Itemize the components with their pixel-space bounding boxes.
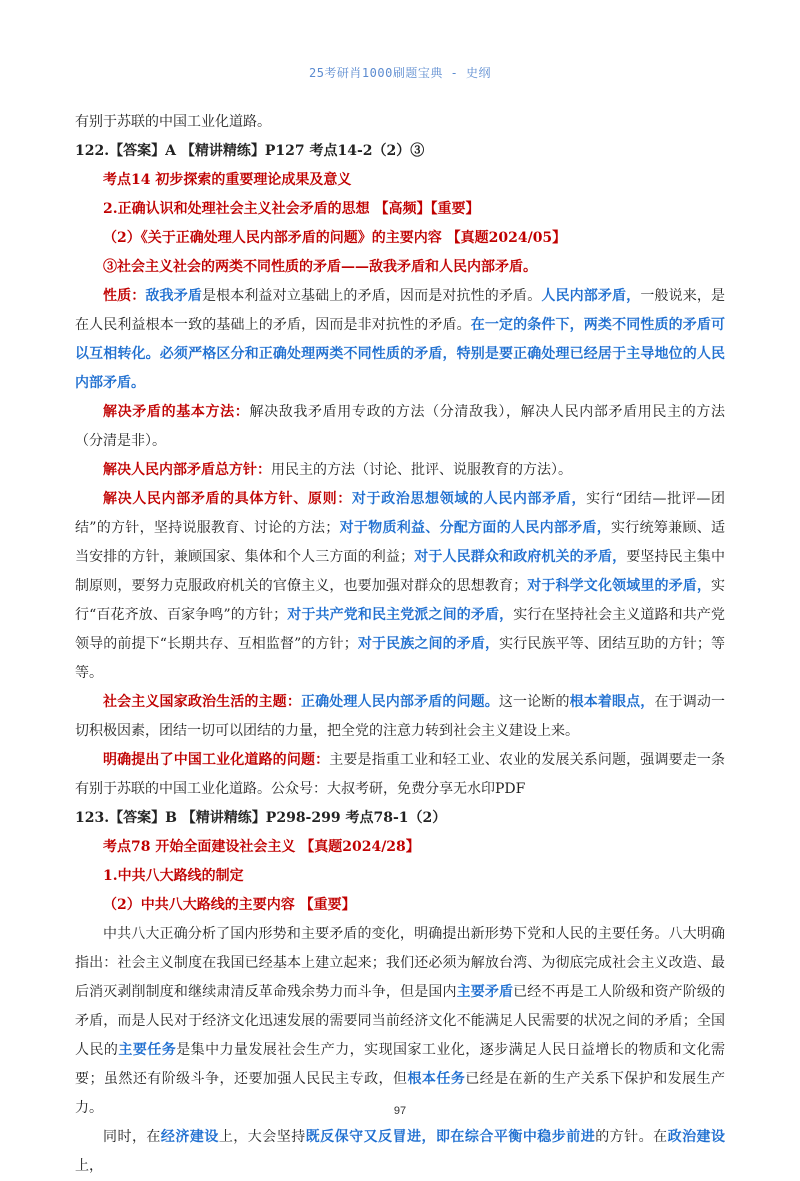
text: 要坚持民主集中制原则，要努力克服政府机关的官僚主义，也要加强对群众的思想教育； [75, 549, 726, 594]
paragraph-fangfa [75, 398, 725, 456]
kaodian-14-heading: 考点14 初步探索的重要理论成果及意义 [103, 172, 352, 188]
text: 解决敌我矛盾用专政的方法（分清敌我），解决人民内部矛盾用民主的方法（分清是非）。 [75, 404, 726, 449]
label-juti: 解决人民内部矛盾的具体方针、原则： [103, 491, 352, 507]
page-header: 25考研肖1000刷题宝典 - 史纲 [308, 66, 492, 80]
label-fangzhen: 解决人民内部矛盾总方针： [103, 462, 271, 478]
text: 同时，在 [103, 1129, 161, 1145]
subsection-heading: （2）《关于正确处理人民内部矛盾的问题》的主要内容 【真题2024/05】 [103, 230, 567, 246]
label-xingzhi: 性质： [103, 288, 146, 304]
term: 对于政治思想领域的人民内部矛盾， [351, 491, 587, 507]
text: 这一论断的 [498, 694, 570, 710]
text: 上，大会坚持 [218, 1129, 306, 1145]
label-zhuti: 社会主义国家政治生活的主题： [103, 694, 301, 710]
text: 中共八大正确分析了国内形势和主要矛盾的变化，明确提出新形势下党和人民的主要任务。八大明确指出：社会主义制度在我国已经基本上建立起来；我们还必须为解放台湾、为彻底完成社会主义改造、最后消灭剥削制度和继续肃清反革命残余势力而斗争，但是国内 [75, 926, 725, 1000]
key-statement: 在一定的条件下，两类不同性质的矛盾可以互相转化。必须严格区分和正确处理两类不同性质的矛盾，特别是要正确处理已经居于主导地位的人民内部矛盾。 [75, 317, 725, 391]
term: 政治建设 [667, 1129, 726, 1145]
text: 在于调动一切积极因素，团结一切可以团结的力量，把全党的注意力转到社会主义建设上来。 [75, 694, 726, 739]
text: 是集中力量发展社会生产力，实现国家工业化，逐步满足人民日益增长的物质和文化需要；虽然还有阶级斗争，还要加强人民民主专政，但 [75, 1042, 726, 1087]
text: 上， [75, 1158, 103, 1174]
term: 对于共产党和民主党派之间的矛盾， [287, 607, 514, 623]
text: 的方针。在 [595, 1129, 668, 1145]
text-line: 有别于苏联的中国工业化道路。 [75, 114, 271, 130]
section-2-heading: 2.正确认识和处理社会主义社会矛盾的思想 【高频】【重要】 [103, 201, 480, 217]
paragraph-fangzhen [75, 456, 725, 485]
item-3-heading: ③社会主义社会的两类不同性质的矛盾——敌我矛盾和人民内部矛盾。 [103, 259, 537, 275]
term-renmin: 人民内部矛盾， [541, 288, 641, 304]
term: 根本着眼点， [569, 694, 655, 710]
text: 是根本利益对立基础上的矛盾，因而是对抗性的矛盾。 [201, 288, 542, 304]
paragraph-bada [75, 920, 725, 1123]
term: 对于民族之间的矛盾， [357, 636, 500, 652]
text: 实行在坚持社会主义道路和共产党领导的前提下“长期共存、互相监督”的方针； [75, 607, 726, 652]
term: 经济建设 [160, 1129, 219, 1145]
term: 对于人民群众和政府机关的矛盾， [414, 549, 627, 565]
term: 正确处理人民内部矛盾的问题。 [300, 694, 499, 710]
term: 主要任务 [118, 1042, 177, 1058]
text: 实行“百花齐放、百家争鸣”的方针； [75, 578, 726, 623]
section-1-heading: 1.中共八大路线的制定 [103, 868, 244, 884]
text: 已经不再是工人阶级和资产阶级的矛盾，而是人民对于经济文化迅速发展的需要同当前经济文化不能满足人民需要的状况之间的矛盾；全国人民的 [75, 984, 726, 1058]
paragraph-juti [75, 485, 725, 688]
page-number: 97 [393, 1105, 407, 1117]
text: 实行“团结—批评—团结”的方针，坚持说服教育、讨论的方法； [75, 491, 725, 536]
paragraph-gongyehua [75, 746, 725, 804]
term: 对于科学文化领域里的矛盾， [527, 578, 712, 594]
kaodian-78-heading: 考点78 开始全面建设社会主义 【真题2024/28】 [103, 839, 420, 855]
text: 实行民族平等、团结互助的方针；等等。 [75, 636, 725, 681]
page-content [75, 108, 725, 1181]
subsection-2-heading: （2）中共八大路线的主要内容 【重要】 [103, 897, 356, 913]
paragraph-xingzhi [75, 282, 725, 398]
text: 实行统筹兼顾、适当安排的方针，兼顾国家、集体和个人三方面的利益； [75, 520, 726, 565]
text: 主要是指重工业和轻工业、农业的发展关系问题，强调要走一条有别于苏联的中国工业化道路。公众号：大叔考研，免费分享无水印PDF [75, 752, 726, 797]
text: 一般说来，是在人民利益根本一致的基础上的矛盾，因而是非对抗性的矛盾。 [75, 288, 726, 333]
term-diwo: 敌我矛盾 [145, 288, 202, 304]
paragraph-zhuti [75, 688, 725, 746]
term: 既反保守又反冒进，即在综合平衡中稳步前进 [305, 1129, 596, 1145]
answer-122-title: 122.【答案】A 【精讲精练】P127 考点14-2（2）③ [75, 143, 425, 159]
label-fangfa: 解决矛盾的基本方法： [103, 404, 250, 420]
text: 已经是在新的生产关系下保护和发展生产力。 [75, 1071, 726, 1116]
term: 对于物质利益、分配方面的人民内部矛盾， [339, 520, 612, 536]
text: 用民主的方法（讨论、批评、说服教育的方法）。 [271, 462, 572, 478]
label-gongyehua: 明确提出了中国工业化道路的问题： [103, 752, 330, 768]
term: 主要矛盾 [456, 984, 514, 1000]
answer-123-title: 123.【答案】B 【精讲精练】P298-299 考点78-1（2） [75, 810, 447, 826]
term: 根本任务 [407, 1071, 466, 1087]
